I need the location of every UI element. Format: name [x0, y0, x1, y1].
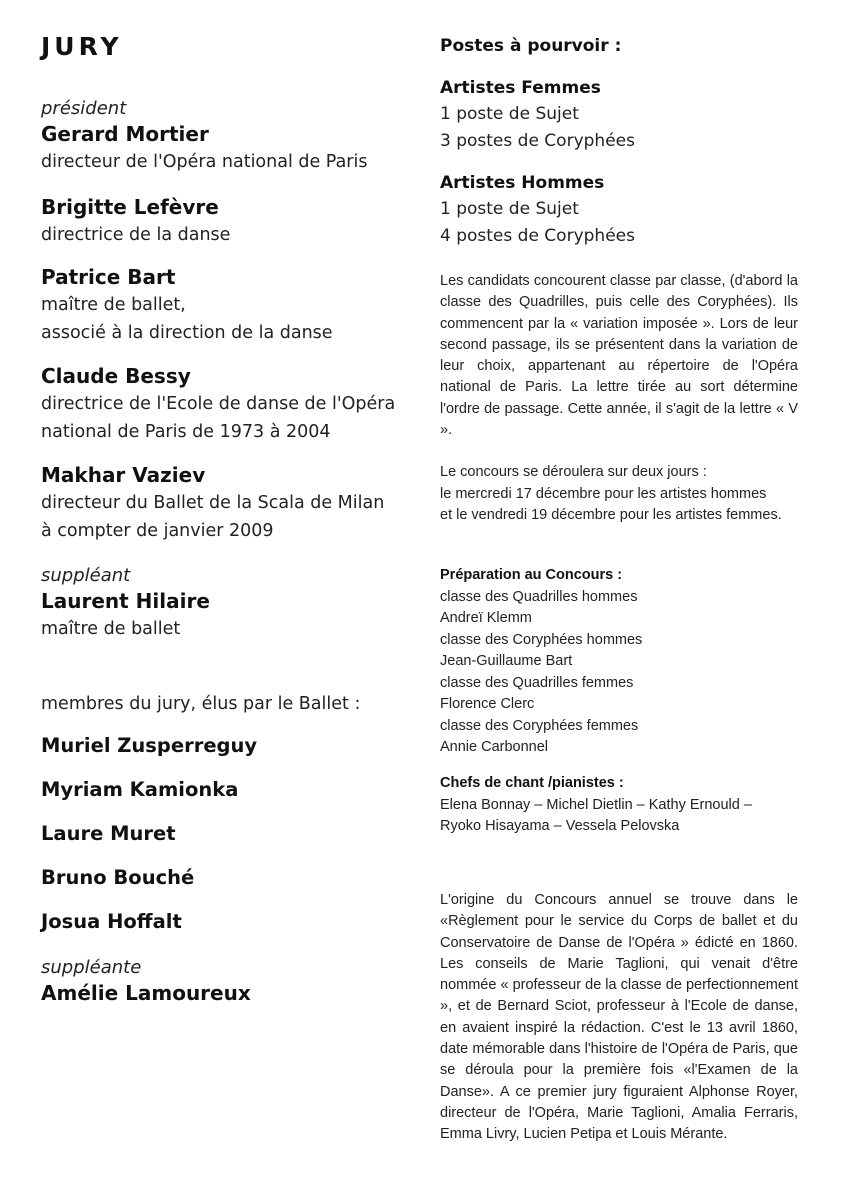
preparation-line: Andreï Klemm: [440, 610, 532, 626]
dates-line: le mercredi 17 décembre pour les artistes hommes: [440, 485, 767, 502]
preparation-line: classe des Coryphées hommes: [440, 631, 643, 648]
dates-line: Le concours se déroulera sur deux jours :: [440, 464, 707, 480]
rules-paragraph: Les candidats concourent classe par classe, (d'abord la classe des Quadrilles, puis celle des Coryphées). Ils commencent par la « variation imposée ». Lors de leur second passage, ils se présentent dans la variation de leur choix, appartenant au répertoire de l'Opéra national de Paris. La lettre tirée au sort détermine l'ordre de passage. Cette année, il s'agit de la lettre « V ».: [440, 273, 798, 439]
suppleante-role: suppléante: [41, 957, 142, 978]
hommes-block: [440, 170, 635, 250]
jury-member-function: à compter de janvier 2009: [41, 521, 274, 541]
preparation-heading: Préparation au Concours :: [440, 567, 623, 583]
preparation-line: Florence Clerc: [440, 696, 535, 712]
president-role: président: [41, 98, 127, 119]
chefs-heading: Chefs de chant /pianistes :: [440, 775, 624, 791]
elected-member: Myriam Kamionka: [41, 778, 239, 801]
femmes-heading: Artistes Femmes: [440, 78, 601, 98]
president-name: Gerard Mortier: [41, 122, 209, 146]
chefs-line: Ryoko Hisayama – Vessela Pelovska: [440, 818, 680, 834]
preparation-line: classe des Coryphées femmes: [440, 717, 639, 734]
elected-member: Laure Muret: [41, 822, 176, 845]
jury-member-function: maître de ballet,: [41, 295, 186, 315]
femmes-line: 1 poste de Sujet: [440, 104, 579, 124]
jury-member-function: directrice de la danse: [41, 225, 231, 245]
elected-member: Bruno Bouché: [41, 866, 195, 889]
elected-member: Josua Hoffalt: [41, 910, 182, 933]
jury-member-function: associé à la direction de la danse: [41, 323, 333, 343]
femmes-line: 3 postes de Coryphées: [440, 131, 635, 151]
elected-member: Muriel Zusperreguy: [41, 734, 258, 757]
jury-member-name: Makhar Vaziev: [41, 463, 206, 487]
members-intro: membres du jury, élus par le Ballet :: [41, 694, 361, 714]
president-block: [41, 98, 367, 176]
jury-member-name: Claude Bessy: [41, 364, 191, 388]
jury-member-block: [41, 193, 230, 249]
jury-member-block: [41, 362, 395, 446]
president-function: directeur de l'Opéra national de Paris: [41, 152, 368, 172]
suppleante-block: [41, 957, 251, 1007]
preparation-line: classe des Quadrilles femmes: [440, 674, 634, 691]
page-title: JURY: [41, 32, 123, 61]
jury-member-name: Brigitte Lefèvre: [41, 195, 219, 219]
postes-heading: Postes à pourvoir :: [440, 36, 622, 56]
jury-member-function: directrice de l'Ecole de danse de l'Opéra: [41, 394, 396, 414]
hommes-line: 1 poste de Sujet: [440, 199, 579, 219]
jury-member-function: national de Paris de 1973 à 2004: [41, 422, 331, 442]
hommes-line: 4 postes de Coryphées: [440, 226, 635, 246]
history-paragraph: L'origine du Concours annuel se trouve dans le «Règlement pour le service du Corps de ballet et du Conservatoire de Danse de l'Opéra » édicté en 1860. Les conseils de Marie Taglioni, qui venait d'être nommée « professeur de la classe de perfectionnement », et de Bernard Sciot, professeur à l'Ecole de danse, en avaient inspiré la rédaction. C'est le 13 avril 1860, date mémorable dans l'histoire de l'Opéra de Paris, que se déroula pour la première fois «l'Examen de la Danse». A ce premier jury figuraient Alphonse Royer, directeur de l'Opéra, Marie Taglioni, Amalia Ferraris, Emma Livry, Lucien Petipa et Louis Mérante.: [440, 892, 798, 1143]
jury-member-function: directeur du Ballet de la Scala de Milan: [41, 493, 385, 513]
preparation-line: Jean-Guillaume Bart: [440, 653, 573, 669]
suppleante-name: Amélie Lamoureux: [41, 981, 251, 1005]
preparation-line: classe des Quadrilles hommes: [440, 588, 638, 605]
dates-line: et le vendredi 19 décembre pour les artistes femmes.: [440, 507, 782, 523]
suppleant-block: [41, 565, 210, 643]
preparation-block: [440, 565, 642, 759]
suppleant-name: Laurent Hilaire: [41, 589, 210, 613]
femmes-block: [440, 75, 635, 155]
dates-block: [440, 462, 782, 527]
chefs-block: [440, 773, 752, 838]
hommes-heading: Artistes Hommes: [440, 173, 605, 193]
jury-member-block: [41, 263, 333, 347]
chefs-line: Elena Bonnay – Michel Dietlin – Kathy Ernould –: [440, 796, 752, 813]
preparation-line: Annie Carbonnel: [440, 739, 549, 755]
jury-member-name: Patrice Bart: [41, 265, 176, 289]
jury-member-block: [41, 461, 384, 545]
suppleant-role: suppléant: [41, 565, 131, 586]
suppleant-function: maître de ballet: [41, 619, 181, 639]
